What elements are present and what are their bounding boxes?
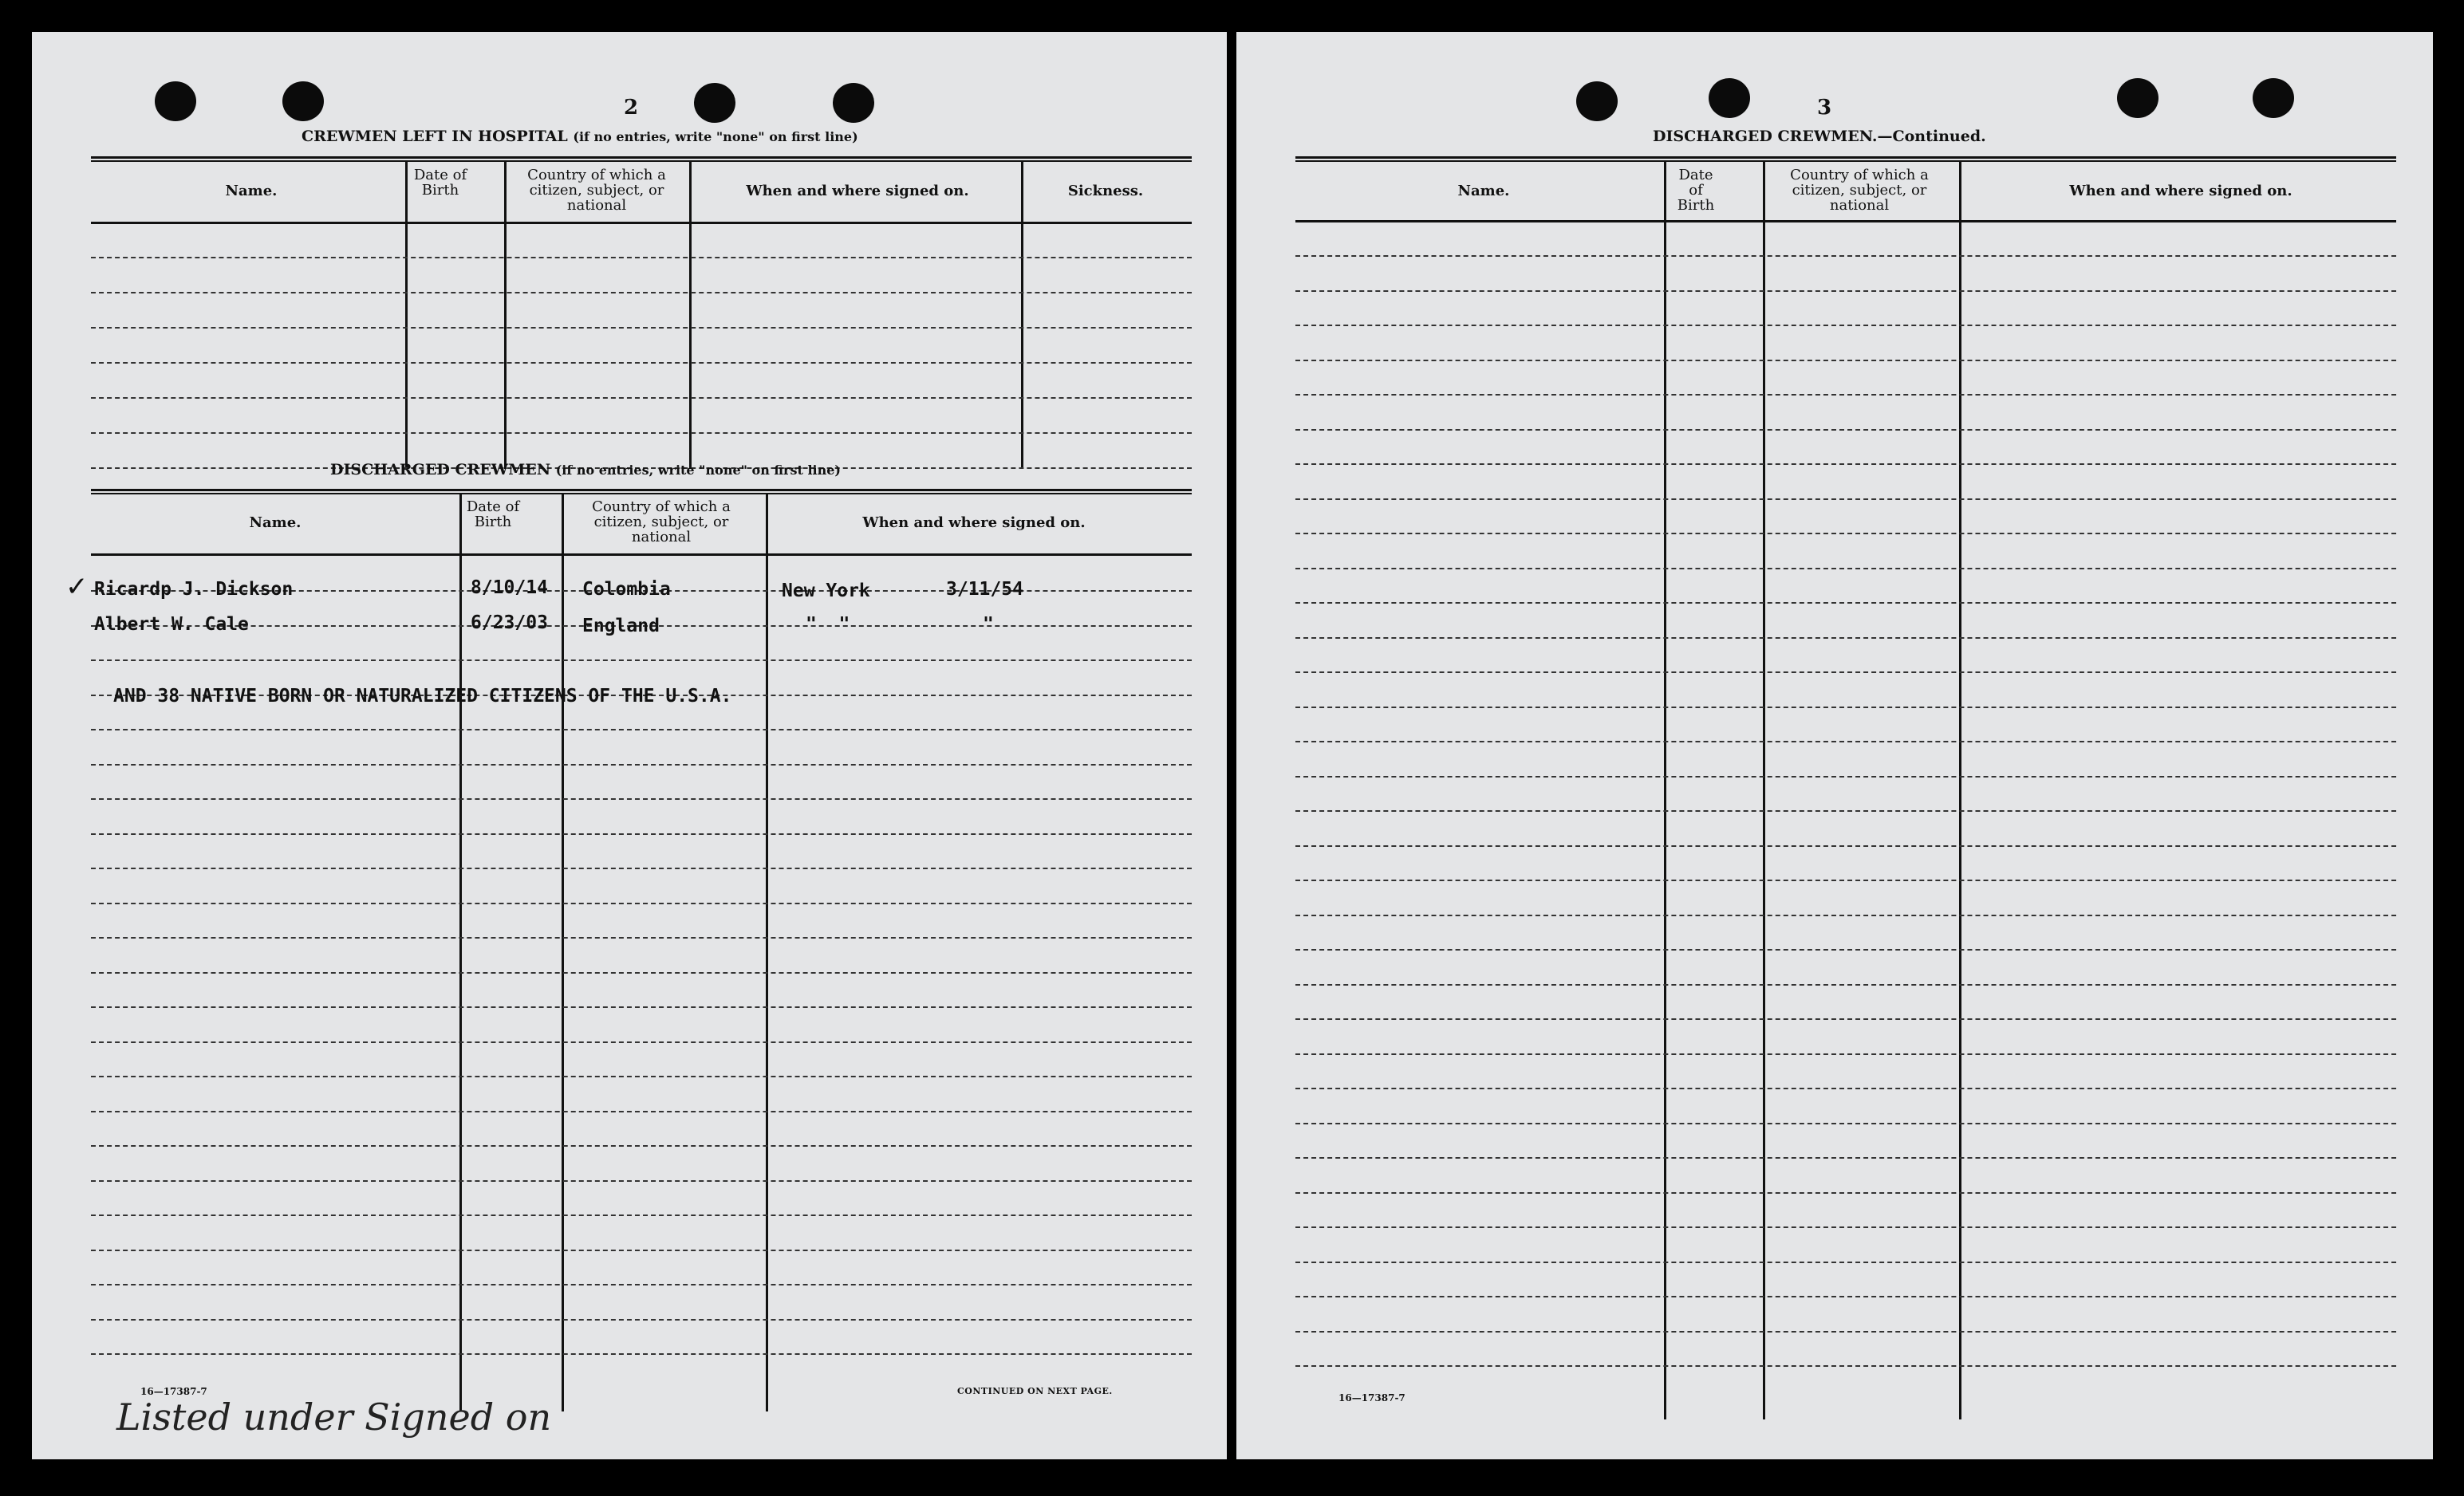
entry-line — [1295, 602, 2396, 604]
entry-line — [1295, 880, 2396, 881]
entry-line — [1295, 1331, 2396, 1333]
entry-line — [1295, 533, 2396, 534]
hospital-section-title: CREWMEN LEFT IN HOSPITAL (if no entries, write "none" on first line) — [302, 128, 858, 145]
entry-line — [91, 798, 1192, 800]
entry-line — [1295, 255, 2396, 257]
entry-line — [91, 1111, 1192, 1112]
entry-line — [1295, 1157, 2396, 1159]
column-header-dob: Date of Birth — [413, 167, 467, 199]
entry-line — [91, 937, 1192, 939]
signed-on-place: New York — [782, 581, 870, 601]
form-number: 16—17387-7 — [1338, 1392, 1405, 1403]
entry-line — [1295, 498, 2396, 500]
entry-line — [1295, 984, 2396, 986]
entry-line — [1295, 1123, 2396, 1124]
entry-line — [91, 397, 1192, 399]
column-divider — [405, 161, 408, 469]
entry-line — [1295, 290, 2396, 292]
entry-line — [1295, 1226, 2396, 1228]
entry-line — [1295, 463, 2396, 465]
punch-hole — [155, 81, 196, 121]
crewman-dob: 6/23/03 — [471, 612, 548, 633]
column-divider — [459, 494, 462, 1411]
entry-line — [1295, 1053, 2396, 1055]
column-header-signed-on: When and where signed on. — [746, 183, 969, 199]
entry-line — [1295, 707, 2396, 708]
entry-line — [91, 327, 1192, 329]
entry-line — [1295, 810, 2396, 812]
signed-on-place: " " — [806, 614, 850, 635]
punch-hole — [694, 83, 735, 123]
entry-line — [91, 833, 1192, 835]
column-divider — [1959, 161, 1961, 1419]
crewman-country: Colombia — [582, 579, 671, 600]
punch-hole — [833, 83, 874, 123]
signed-on-date: 3/11/54 — [946, 579, 1023, 600]
entry-line — [91, 292, 1192, 293]
entry-line — [91, 729, 1192, 730]
header-underline — [1295, 220, 2396, 222]
entry-line — [91, 868, 1192, 869]
entry-line — [91, 1006, 1192, 1008]
entry-line — [1295, 671, 2396, 673]
entry-line — [1295, 1192, 2396, 1194]
check-mark: ✓ — [65, 571, 89, 603]
column-divider — [1763, 161, 1765, 1419]
column-header-dob: Date of Birth — [1677, 167, 1715, 214]
section-rule — [1295, 156, 2396, 162]
handwritten-annotation: Listed under Signed on — [116, 1396, 552, 1439]
entry-line — [1295, 1088, 2396, 1089]
entry-line — [1295, 429, 2396, 431]
entry-line — [91, 1250, 1192, 1251]
column-divider — [504, 161, 507, 469]
entry-line — [91, 257, 1192, 258]
column-divider — [689, 161, 692, 469]
entry-line — [1295, 915, 2396, 916]
crewman-name: Ricardp J. Dickson — [94, 579, 294, 600]
column-divider — [1664, 161, 1666, 1419]
entry-line — [1295, 637, 2396, 639]
continued-note: CONTINUED ON NEXT PAGE. — [957, 1386, 1113, 1396]
entry-line — [91, 1319, 1192, 1321]
column-header-dob: Date of Birth — [466, 498, 520, 530]
entry-line — [1295, 360, 2396, 361]
entry-line — [1295, 776, 2396, 778]
punch-hole — [1576, 81, 1618, 121]
crewman-country: England — [582, 616, 660, 636]
column-header-name: Name. — [249, 514, 302, 531]
entry-line — [91, 1353, 1192, 1355]
column-header-signed-on: When and where signed on. — [862, 514, 1086, 531]
punch-hole — [2117, 78, 2158, 118]
column-header-country: Country of which a citizen, subject, or national — [527, 167, 666, 214]
column-divider — [1021, 161, 1023, 469]
entry-line — [91, 1284, 1192, 1285]
page-number: 2 — [624, 96, 639, 120]
header-underline — [91, 222, 1192, 224]
form-number: 16—17387-7 — [140, 1386, 207, 1397]
entry-line — [1295, 568, 2396, 569]
crewman-name: Albert W. Cale — [94, 614, 249, 635]
entry-line — [1295, 1365, 2396, 1367]
entry-line — [91, 1145, 1192, 1147]
section-rule — [91, 489, 1192, 494]
column-divider — [562, 494, 564, 1411]
punch-hole — [2253, 78, 2294, 118]
right-page — [1236, 32, 2433, 1459]
entry-line — [91, 1041, 1192, 1043]
column-header-signed-on: When and where signed on. — [2069, 183, 2293, 199]
crewman-dob: 8/10/14 — [471, 577, 548, 598]
section-rule — [91, 156, 1192, 162]
entry-line — [91, 432, 1192, 434]
native-citizens-note: AND 38 NATIVE BORN OR NATURALIZED CITIZENS OF THE U.S.A. — [113, 686, 732, 707]
left-page — [32, 32, 1227, 1459]
column-divider — [766, 494, 768, 1411]
entry-line — [1295, 394, 2396, 396]
column-header-country: Country of which a citizen, subject, or national — [592, 498, 731, 545]
entry-line — [1295, 1262, 2396, 1263]
entry-line — [1295, 325, 2396, 326]
signed-on-date: " — [983, 614, 994, 635]
entry-line — [91, 1215, 1192, 1216]
column-header-country: Country of which a citizen, subject, or national — [1790, 167, 1929, 214]
column-header-sickness: Sickness. — [1067, 183, 1144, 199]
discharged-section-title: DISCHARGED CREWMEN (if no entries, write "none" on first line) — [330, 461, 841, 478]
entry-line — [1295, 1018, 2396, 1020]
entry-line — [91, 764, 1192, 766]
entry-line — [91, 972, 1192, 974]
entry-line — [91, 659, 1192, 661]
entry-line — [91, 1076, 1192, 1077]
header-underline — [91, 553, 1192, 556]
entry-line — [1295, 1296, 2396, 1297]
discharged-continued-title: DISCHARGED CREWMEN.—Continued. — [1653, 128, 1986, 145]
page-number: 3 — [1817, 96, 1832, 120]
entry-line — [91, 1180, 1192, 1182]
punch-hole — [1709, 78, 1750, 118]
entry-line — [91, 903, 1192, 904]
entry-line — [1295, 741, 2396, 742]
column-header-name: Name. — [1457, 183, 1510, 199]
entry-line — [1295, 845, 2396, 847]
entry-line — [91, 362, 1192, 364]
punch-hole — [282, 81, 324, 121]
entry-line — [1295, 949, 2396, 951]
column-header-name: Name. — [225, 183, 278, 199]
